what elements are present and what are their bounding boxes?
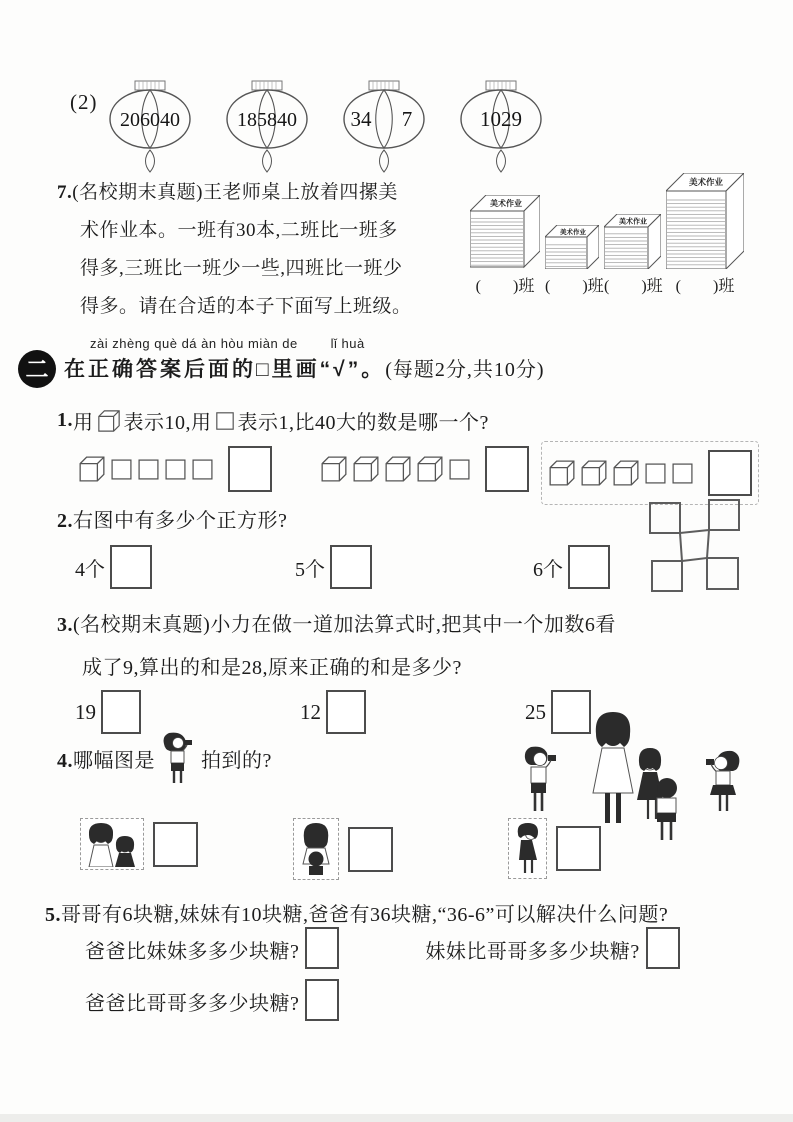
answer-box[interactable] — [330, 545, 372, 589]
question-4-options — [57, 818, 767, 890]
unit-square-icon — [448, 458, 471, 481]
photo-option-b — [293, 818, 339, 880]
blocks-option-a — [78, 441, 272, 497]
stack-cover-label: 美术作业 — [619, 218, 647, 226]
option-label: 妹妹比哥哥多多少块糖? — [425, 941, 640, 963]
option-label: 爸爸比妹妹多多少块糖? — [85, 941, 300, 963]
answer-box[interactable] — [153, 822, 198, 867]
book-stack-icon — [470, 195, 540, 269]
section-title: 在正确答案后面的□里画“√”。 — [64, 358, 386, 381]
lantern-number: 185840 — [236, 109, 297, 131]
cube-icon — [612, 459, 640, 487]
lantern-number: 34 — [350, 107, 371, 131]
unit-square-icon — [644, 462, 667, 485]
question-7-text: 7.(名校期末真题)王老师桌上放着四摞美 术作业本。一班有30本,二班比一班多 得多,三班比一班少一些,四班比一班少 得多。请在合适的本子下面写上班级。 — [57, 182, 412, 317]
stack-cover-label: 美术作业 — [688, 177, 724, 187]
question-number: 4. — [57, 749, 73, 772]
answer-box[interactable] — [228, 446, 272, 492]
question-5: 5.哥哥有6块糖,妹妹有10块糖,爸爸有36块糖,“36-6”可以解决什么问题? 爸爸比妹妹多多少块糖? 妹妹比哥哥多多少块糖? 爸爸比哥哥多多少块糖? — [45, 898, 780, 1021]
question-4-text: 4.哪幅图是 拍到的? — [57, 730, 272, 786]
option-label: 4个 — [75, 558, 105, 581]
cube-icon — [97, 409, 121, 433]
stack-cover-label: 美术作业 — [490, 199, 522, 208]
answer-box[interactable] — [101, 690, 141, 734]
photo-option-c — [508, 818, 547, 879]
option-label: 12 — [300, 699, 321, 724]
question-1: 1. 用 表示10,用 表示1,比40大的数是哪一个? — [57, 406, 772, 501]
pinyin-text: zài zhèng què dá àn hòu miàn de lǐ huà — [90, 336, 365, 351]
cube-icon — [78, 455, 106, 483]
option-label: 爸爸比哥哥多多少块糖? — [85, 993, 300, 1015]
mother-figure — [593, 712, 633, 823]
answer-box[interactable] — [348, 827, 393, 872]
photo-option-a — [80, 818, 144, 870]
question-number: 5. — [45, 904, 61, 926]
section-2-header — [18, 336, 783, 383]
answer-box[interactable] — [326, 690, 366, 734]
lantern-icon — [459, 80, 543, 174]
girl-with-camera — [706, 751, 739, 811]
answer-box[interactable] — [485, 446, 529, 492]
unit-square-icon — [164, 458, 187, 481]
book-stack-icon — [604, 214, 661, 269]
section-score: (每题2分,共10分) — [385, 359, 545, 381]
option-label: 6个 — [533, 558, 563, 581]
option-label: 19 — [75, 699, 96, 724]
cube-icon — [416, 455, 444, 483]
question-7-figure — [470, 172, 760, 296]
answer-box[interactable] — [110, 545, 152, 589]
question-number: 2. — [57, 510, 73, 532]
answer-box[interactable] — [556, 826, 601, 871]
blocks-option-c — [541, 441, 759, 505]
boy-photographer-icon — [161, 730, 195, 786]
cube-icon — [352, 455, 380, 483]
class-blank[interactable]: ( )班 — [675, 278, 735, 295]
lantern-number: 7 — [401, 107, 412, 131]
class-blank[interactable]: ( )班 — [545, 278, 604, 295]
blocks-option-b — [320, 441, 529, 497]
question-number: 3. — [57, 614, 73, 636]
stack-cover-label: 美术作业 — [560, 229, 586, 236]
squares-figure — [648, 498, 748, 598]
answer-box[interactable] — [305, 927, 339, 969]
item-2-label: (2) — [70, 90, 98, 114]
answer-box[interactable] — [646, 927, 680, 969]
lantern-icon — [108, 80, 192, 174]
cube-icon — [580, 459, 608, 487]
question-number: 7. — [57, 182, 73, 203]
lantern-icon — [225, 80, 309, 174]
cube-icon — [548, 459, 576, 487]
question-3: 3.(名校期末真题)小力在做一道加法算式时,把其中一个加数6看 成了9,算出的和是28,原来正确的和是多少? 19 12 25 — [57, 608, 772, 738]
class-blank[interactable]: ( )班 — [475, 278, 535, 295]
lantern-number: 206040 — [119, 109, 180, 131]
class-blank[interactable]: ( )班 — [604, 278, 663, 295]
lantern-icon — [342, 80, 426, 174]
item-2-lanterns — [70, 80, 576, 174]
boy-with-camera — [525, 747, 556, 811]
unit-square-icon — [110, 458, 133, 481]
answer-box[interactable] — [708, 450, 752, 496]
page-bottom-edge — [0, 1114, 793, 1122]
section-marker-badge: 二 — [18, 350, 56, 388]
unit-square-icon — [137, 458, 160, 481]
cube-icon — [320, 455, 348, 483]
unit-square-icon — [191, 458, 214, 481]
option-label: 5个 — [295, 558, 325, 581]
cube-icon — [384, 455, 412, 483]
book-stack-icon — [666, 173, 744, 269]
unit-square-icon — [215, 411, 235, 431]
lantern-number: 1029 — [479, 107, 522, 131]
answer-box[interactable] — [305, 979, 339, 1021]
answer-box[interactable] — [568, 545, 610, 589]
unit-square-icon — [671, 462, 694, 485]
question-2: 2.右图中有多少个正方形? 4个 5个 6个 — [57, 504, 637, 595]
question-number: 1. — [57, 409, 73, 431]
option-label: 25 — [525, 699, 546, 724]
book-stack-icon — [545, 225, 599, 269]
